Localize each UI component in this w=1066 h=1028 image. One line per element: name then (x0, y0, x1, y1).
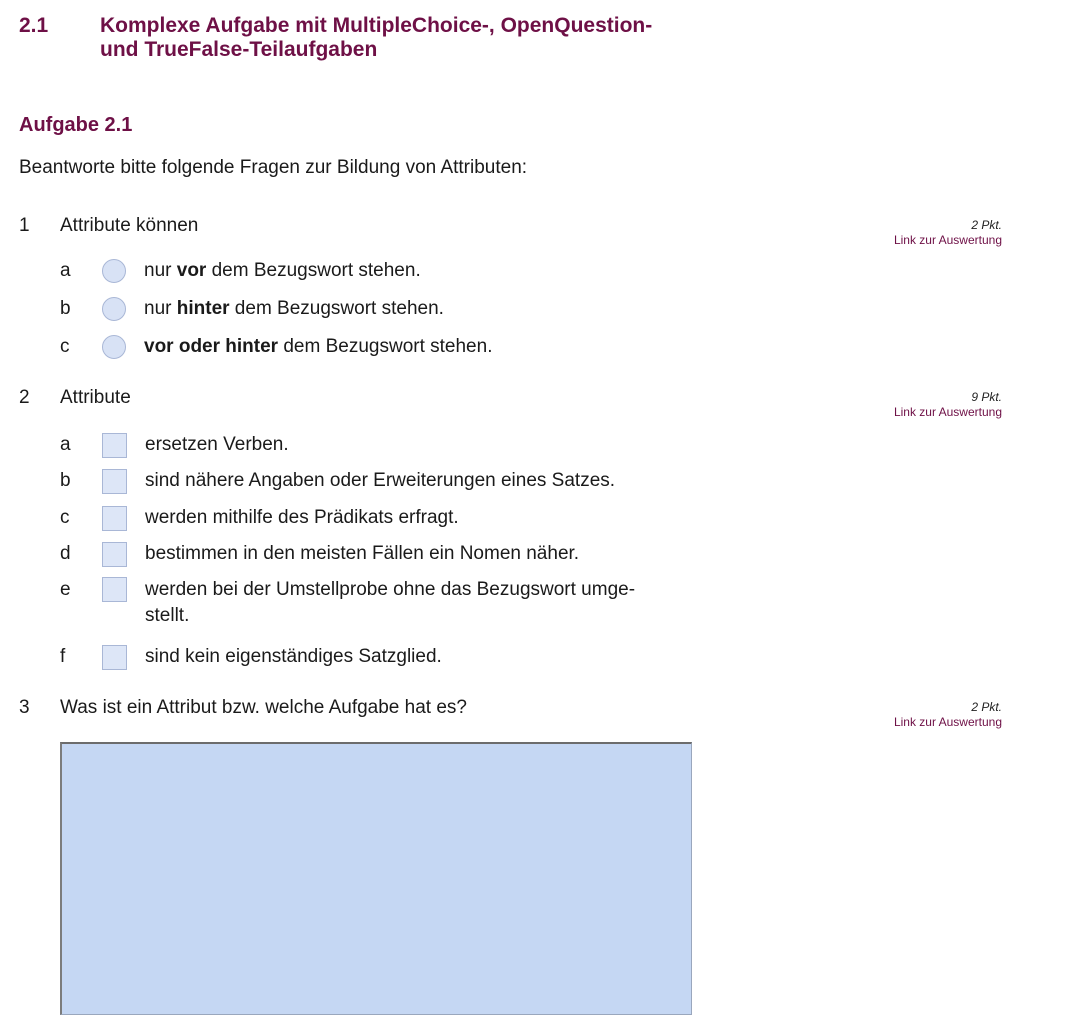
q2-option-d-checkbox[interactable] (102, 542, 127, 567)
option-letter: d (60, 543, 71, 564)
q1-option-b (60, 295, 444, 323)
question-3-number: 3 (19, 697, 30, 718)
option-label: vor oder hinter dem Bezugswort stehen. (144, 336, 493, 357)
q1-option-c (60, 333, 492, 361)
option-letter: b (60, 470, 71, 491)
option-label: nur hinter dem Bezugswort stehen. (144, 298, 444, 319)
question-2-points: 9 Pkt. (971, 390, 1002, 404)
q1-option-b-radio[interactable] (102, 297, 126, 321)
question-3-text: Was ist ein Attribut bzw. welche Aufgabe hat es? (60, 697, 467, 718)
task-heading: Aufgabe 2.1 (19, 114, 133, 136)
question-2-text: Attribute (60, 387, 131, 408)
question-3-points: 2 Pkt. (971, 700, 1002, 714)
q2-option-c-checkbox[interactable] (102, 506, 127, 531)
option-label: nur vor dem Bezugswort stehen. (144, 260, 421, 281)
question-1-points: 2 Pkt. (971, 218, 1002, 232)
question-3-evaluation-link[interactable]: Link zur Auswertung (893, 715, 1002, 729)
option-label: werden bei der Umstellprobe ohne das Bezugswort umge- stellt. (145, 579, 636, 626)
section-title-line2: und TrueFalse-Teilaufgaben (100, 38, 378, 61)
q2-option-b (60, 467, 615, 495)
q1-option-c-radio[interactable] (102, 335, 126, 359)
q2-option-b-checkbox[interactable] (102, 469, 127, 494)
q2-option-f-checkbox[interactable] (102, 645, 127, 670)
option-letter: f (60, 646, 66, 667)
section-number: 2.1 (19, 14, 49, 37)
question-1-text: Attribute können (60, 215, 199, 236)
section-title (100, 14, 800, 62)
option-label: sind kein eigenständiges Satzglied. (145, 646, 442, 667)
question-2-number: 2 (19, 387, 30, 408)
question-3-points-box (894, 700, 1002, 730)
option-label: sind nähere Angaben oder Erweiterungen eines Satzes. (145, 470, 616, 491)
question-1-evaluation-link[interactable]: Link zur Auswertung (893, 233, 1002, 247)
question-2-evaluation-link[interactable]: Link zur Auswertung (893, 405, 1002, 419)
option-label: ersetzen Verben. (145, 434, 289, 455)
question-1-number: 1 (19, 215, 30, 236)
q2-option-e (60, 577, 725, 629)
q2-option-d (60, 540, 579, 568)
option-letter: a (60, 434, 71, 455)
question-1-points-box (894, 218, 1002, 248)
q2-option-a-checkbox[interactable] (102, 433, 127, 458)
q2-option-f (60, 643, 442, 671)
q1-option-a (60, 257, 421, 285)
option-letter: b (60, 298, 71, 319)
q2-option-e-checkbox[interactable] (102, 577, 127, 602)
option-letter: c (60, 336, 70, 357)
question-3-answer-textarea[interactable] (60, 742, 692, 1015)
q2-option-a (60, 431, 289, 459)
question-2-points-box (894, 390, 1002, 420)
task-intro: Beantworte bitte folgende Fragen zur Bildung von Attributen: (19, 157, 528, 178)
option-label: werden mithilfe des Prädikats erfragt. (145, 507, 459, 528)
q1-option-a-radio[interactable] (102, 259, 126, 283)
section-title-line1: Komplexe Aufgabe mit MultipleChoice-, OpenQuestion- (100, 14, 653, 37)
option-letter: c (60, 507, 70, 528)
option-letter: e (60, 579, 71, 600)
option-letter: a (60, 260, 71, 281)
q2-option-c (60, 504, 459, 532)
option-label: bestimmen in den meisten Fällen ein Nomen näher. (145, 543, 580, 564)
